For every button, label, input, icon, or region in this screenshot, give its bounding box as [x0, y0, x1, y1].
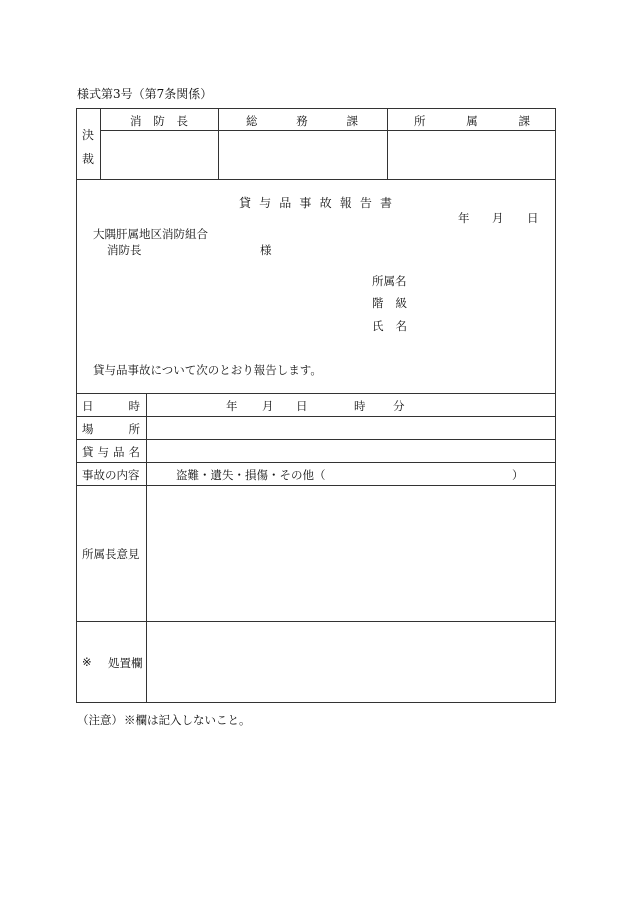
approval-label-2: 裁 — [82, 152, 95, 166]
note-label: （注意） — [77, 713, 123, 727]
report-bottom-line — [76, 393, 556, 394]
disposal-mark: ※ — [82, 655, 92, 669]
row-line-5 — [76, 621, 556, 622]
row-line-4 — [76, 485, 556, 486]
date-day: 日 — [527, 211, 539, 225]
item-label: 貸 与 品 名 — [82, 445, 140, 459]
opinion-label: 所属長意見 — [82, 547, 140, 561]
approval-col-fire-chief: 消 防 長 — [130, 114, 188, 128]
table-border-bottom — [76, 702, 556, 703]
datetime-label: 日 時 — [82, 399, 140, 413]
datetime-month: 月 — [262, 399, 274, 413]
approval-label-1: 決 — [82, 128, 95, 142]
form-number: 様式第3号（第7条関係） — [77, 87, 213, 101]
disposal-label: 処置欄 — [108, 656, 143, 670]
content-options: 盗難・遺失・損傷・その他（ — [176, 468, 326, 482]
table-border-right — [555, 108, 556, 702]
datetime-hour: 時 — [354, 399, 366, 413]
reporter-affiliation-label: 所属名 — [372, 274, 407, 288]
table-border-top — [76, 108, 556, 109]
content-label: 事故の内容 — [82, 468, 140, 482]
honorific: 様 — [260, 243, 272, 257]
datetime-day: 日 — [296, 399, 308, 413]
content-close-paren: ） — [512, 468, 524, 482]
datetime-minute: 分 — [393, 399, 405, 413]
row-line-3 — [76, 462, 556, 463]
addressee-title: 消防長 — [107, 243, 142, 257]
approval-col-general-affairs: 総 務 課 — [246, 114, 358, 128]
place-label: 場 所 — [82, 422, 140, 436]
row-line-2 — [76, 439, 556, 440]
approval-divider-1 — [100, 108, 101, 179]
addressee-org: 大隅肝属地区消防組合 — [93, 227, 208, 241]
date-year: 年 — [458, 211, 470, 225]
note-text: ※欄は記入しないこと。 — [124, 713, 251, 727]
report-title: 貸 与 品 事 故 報 告 書 — [239, 196, 392, 210]
date-month: 月 — [492, 211, 504, 225]
approval-divider-3 — [387, 108, 388, 179]
reporter-rank-label: 階 級 — [372, 296, 407, 310]
approval-divider-2 — [218, 108, 219, 179]
report-statement: 貸与品事故について次のとおり報告します。 — [93, 363, 322, 377]
datetime-year: 年 — [226, 399, 238, 413]
details-label-divider — [146, 393, 147, 702]
approval-header-line — [100, 130, 556, 131]
table-border-left — [76, 108, 77, 702]
approval-bottom-line — [76, 179, 556, 180]
row-line-1 — [76, 416, 556, 417]
approval-col-department: 所 属 課 — [414, 114, 530, 128]
reporter-name-label: 氏 名 — [372, 319, 407, 333]
